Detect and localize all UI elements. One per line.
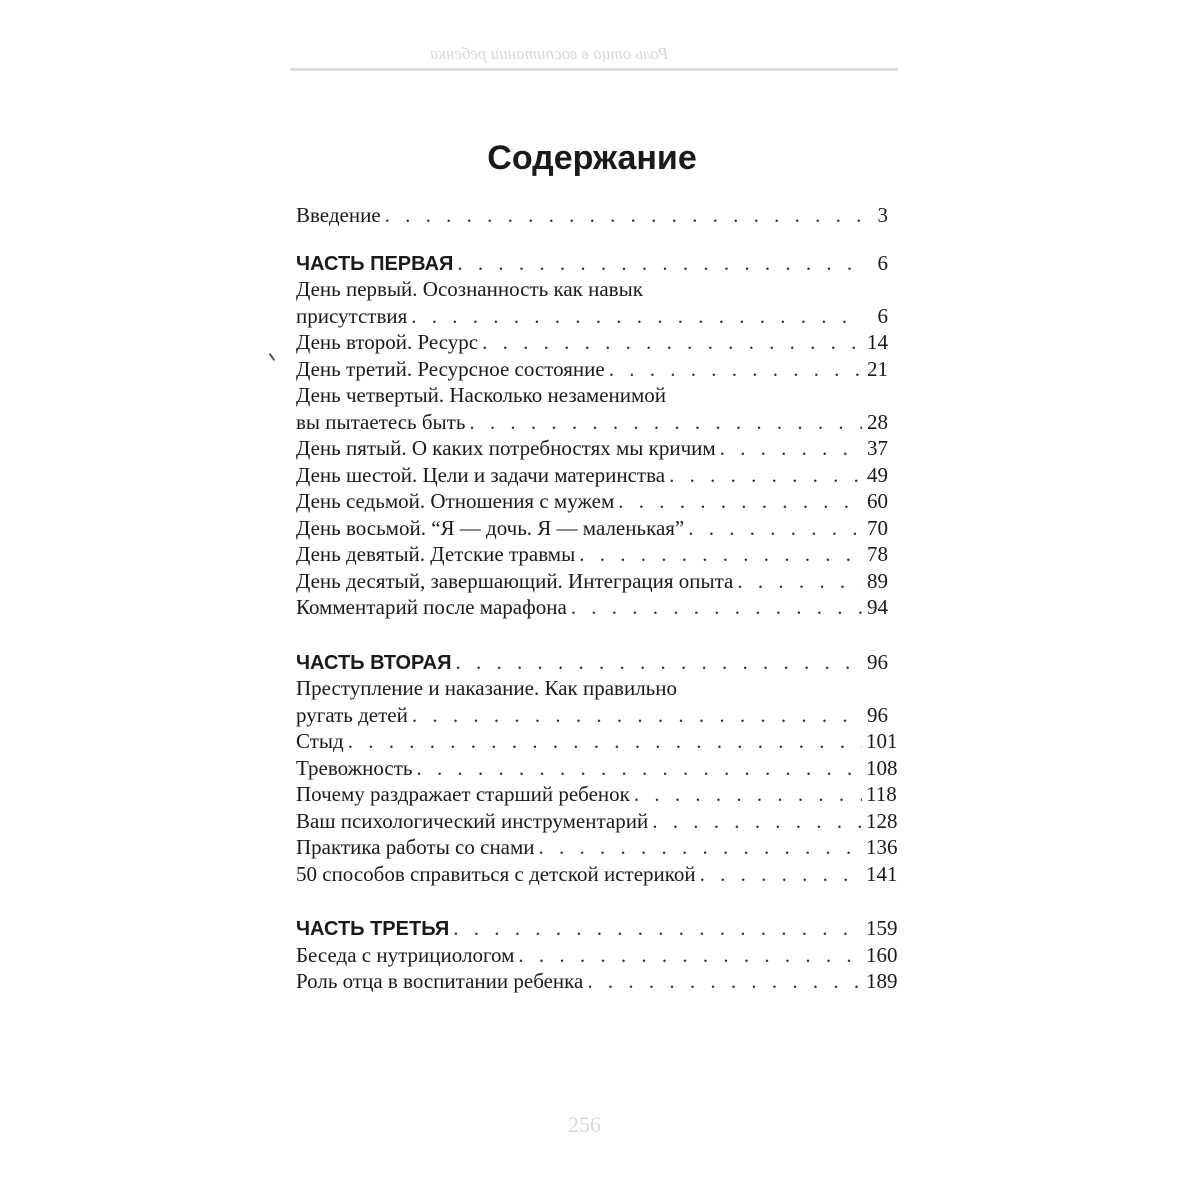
toc-entry [296,861,898,888]
dot-leader [518,942,862,969]
table-of-contents [296,120,898,995]
dot-leader [412,702,862,729]
toc-entry-line1: Преступление и наказание. Как правильно [296,676,677,700]
toc-entry [296,702,888,729]
toc-entry-page: 89 [867,568,888,593]
toc-entry-title: День пятый. О каких потребностях мы кричим [296,436,716,460]
toc-entry-title: ругать детей [296,702,408,727]
toc-entry-intro [296,202,888,229]
toc-entry-page: 94 [867,595,888,619]
dot-leader [737,568,862,595]
part-heading-title: ЧАСТЬ ВТОРАЯ [296,651,452,674]
toc-entry-line1: День четвертый. Насколько незаменимой [296,383,667,407]
toc-entry-title: День второй. Ресурс [296,330,479,354]
bleed-through-page-number: 256 [568,1112,601,1137]
bleed-through-rule [290,68,898,71]
toc-entry-page: 136 [866,835,898,859]
dot-leader [700,861,862,888]
dot-leader [669,462,862,489]
toc-part-heading-2 [296,649,888,676]
dot-leader [385,202,862,229]
dot-leader [720,435,862,462]
toc-entry-page: 14 [867,330,888,354]
toc-entry-page: 49 [867,462,888,487]
stray-pen-mark [269,353,275,361]
toc-entry-title: Беседа с нутрициологом [296,942,515,967]
toc-entry-page: 160 [866,942,898,967]
toc-part-heading-1 [296,250,888,277]
toc-entry-title: 50 способов справиться с детской истерикой [296,861,696,886]
toc-entry-page: 37 [867,436,888,460]
dot-leader [618,488,862,515]
toc-entry-title: Практика работы со снами [296,835,535,859]
toc-entry-title: День третий. Ресурсное состояние [296,356,605,381]
toc-entry-page: 21 [867,356,888,381]
toc-entry [296,755,898,782]
part-heading-page: 96 [867,649,888,674]
dot-leader [539,834,862,861]
toc-entry [296,409,888,436]
toc-entry-page: 28 [867,409,888,434]
dot-leader [587,968,862,995]
toc-entry-title: присутствия [296,303,408,328]
toc-entry [296,435,888,462]
toc-entry [296,568,888,595]
toc-entry-title: Комментарий после марафона [296,595,567,619]
bleed-through-header: Роль отца в воспитании ребенка [430,44,669,63]
toc-entry [296,808,898,835]
part-heading-title: ЧАСТЬ ТРЕТЬЯ [296,918,450,940]
dot-leader [457,250,862,277]
dot-leader [348,728,862,755]
toc-entry-title: День девятый. Детские травмы [296,542,576,566]
dot-leader [453,915,862,942]
dot-leader [571,594,862,621]
toc-entry-page: 189 [866,969,898,993]
toc-entry-page: 96 [867,702,888,727]
toc-entry [296,834,898,861]
dot-leader [411,303,862,330]
toc-entry-page: 70 [867,515,888,540]
dot-leader [469,409,862,436]
toc-entry-page: 108 [866,755,898,780]
toc-entry-title: Роль отца в воспитании ребенка [296,969,584,993]
dot-leader [455,649,862,676]
toc-entry-line1: День первый. Осознанность как навык [296,277,643,301]
toc-entry-title: День восьмой. “Я — дочь. Я — маленькая” [296,515,685,540]
toc-entry-page: 60 [867,489,888,513]
toc-entry-title: День седьмой. Отношения с мужем [296,489,615,513]
toc-entry [296,462,888,489]
part-heading-title: ЧАСТЬ ПЕРВАЯ [296,252,454,275]
toc-entry [296,968,898,995]
dot-leader [652,808,862,835]
toc-entry [296,303,888,330]
toc-entry [296,781,897,808]
toc-entry-title: Ваш психологический инструментарий [296,808,649,833]
toc-entry-title: Стыд [296,729,344,753]
toc-entry [296,541,888,568]
toc-part-heading-3 [296,915,898,942]
toc-entry [296,515,888,542]
toc-entry-page: 6 [877,303,888,328]
toc-entry [296,942,898,969]
toc-entry-title: День десятый, завершающий. Интеграция опыта [296,568,734,593]
toc-entry-title: Введение [296,203,381,227]
toc-entry [296,356,888,383]
dot-leader [634,781,862,808]
toc-entry-title: вы пытаетесь быть [296,409,466,434]
dot-leader [416,755,862,782]
toc-title: Содержание [487,139,697,177]
dot-leader [609,356,862,383]
toc-entry [296,329,888,356]
toc-entry-page: 141 [866,861,898,886]
dot-leader [482,329,862,356]
toc-entry [296,728,898,755]
toc-entry-page: 128 [866,808,898,833]
toc-entry-page: 78 [867,542,888,566]
dot-leader [688,515,862,542]
toc-entry-title: Почему раздражает старший ребенок [296,782,630,806]
toc-entry-page: 3 [877,203,888,227]
part-heading-page: 6 [877,250,888,275]
part-heading-page: 159 [866,916,898,940]
toc-entry [296,488,888,515]
toc-entry-page: 101 [866,729,898,753]
toc-entry [296,594,888,621]
dot-leader [579,541,862,568]
toc-entry-title: День шестой. Цели и задачи материнства [296,462,666,487]
toc-entry-title: Тревожность [296,755,413,780]
toc-entry-page: 118 [866,782,897,806]
